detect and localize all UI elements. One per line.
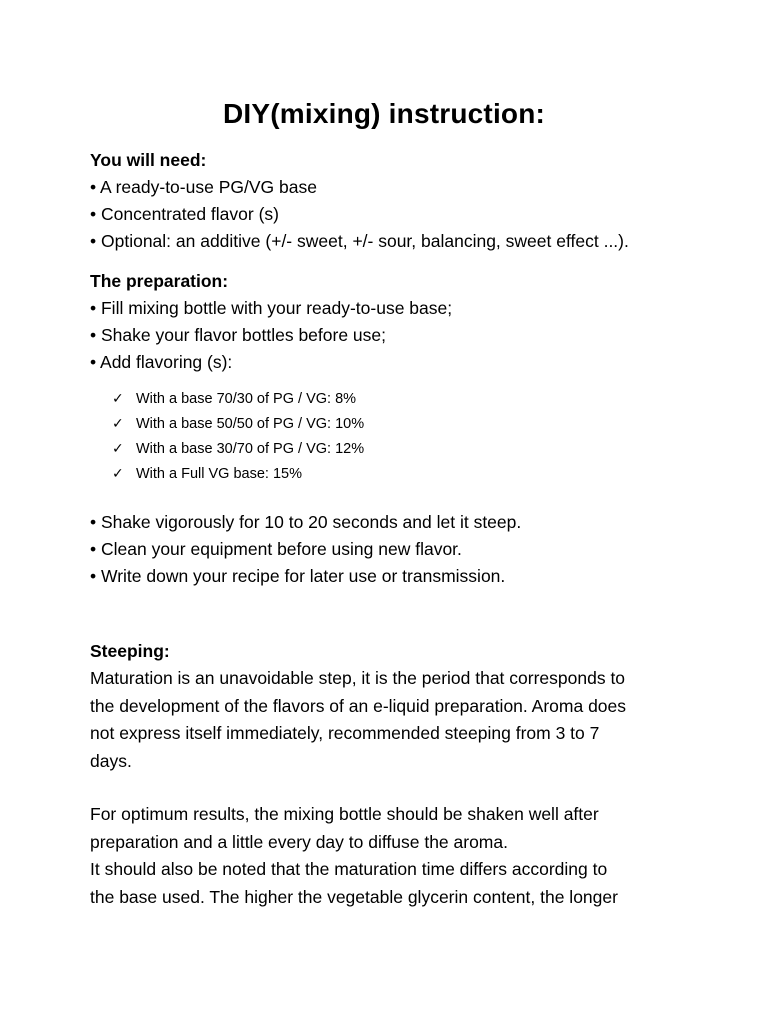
list-item: • Fill mixing bottle with your ready-to-use base; xyxy=(90,298,453,318)
paragraph-line: not express itself immediately, recommended steeping from 3 to 7 xyxy=(90,723,600,743)
steeping-paragraph-1 xyxy=(90,665,680,775)
checklist-item xyxy=(112,461,612,486)
checklist-item-label: With a base 30/70 of PG / VG: 12% xyxy=(136,441,365,457)
checklist-item-label: With a Full VG base: 15% xyxy=(136,466,303,482)
checkmark-icon: ✓ xyxy=(112,415,124,431)
list-item: • Concentrated flavor (s) xyxy=(90,204,279,224)
checklist-item xyxy=(112,386,612,411)
list-item: • Clean your equipment before using new flavor. xyxy=(90,539,462,559)
checklist-item-label: With a base 70/30 of PG / VG: 8% xyxy=(136,391,357,407)
paragraph-line: For optimum results, the mixing bottle should be shaken well after xyxy=(90,804,599,824)
steeping-paragraph-3 xyxy=(90,856,680,911)
list-item: • Write down your recipe for later use or transmission. xyxy=(90,566,506,586)
flavor-ratio-checklist xyxy=(112,386,612,486)
list-item: • A ready-to-use PG/VG base xyxy=(90,177,317,197)
steeping-heading: Steeping: xyxy=(90,641,170,661)
need-heading: You will need: xyxy=(90,150,207,170)
paragraph-line: the development of the flavors of an e-liquid preparation. Aroma does xyxy=(90,695,627,716)
list-item: • Shake your flavor bottles before use; xyxy=(90,325,387,345)
need-section xyxy=(90,147,690,255)
paragraph-line: the base used. The higher the vegetable glycerin content, the longer xyxy=(90,886,618,907)
preparation-section xyxy=(90,268,690,376)
list-item: • Add flavoring (s): xyxy=(90,352,233,372)
paragraph-line: Maturation is an unavoidable step, it is the period that corresponds to xyxy=(90,668,626,688)
steeping-heading-block xyxy=(90,638,690,665)
checklist-item xyxy=(112,436,612,461)
preparation-heading: The preparation: xyxy=(90,271,229,291)
checkmark-icon: ✓ xyxy=(112,465,124,481)
checkmark-icon: ✓ xyxy=(112,390,124,406)
steeping-paragraph-2 xyxy=(90,801,680,856)
page-title: DIY(mixing) instruction: xyxy=(222,98,546,129)
list-item: • Shake vigorously for 10 to 20 seconds and let it steep. xyxy=(90,512,522,532)
paragraph-line: It should also be noted that the maturation time differs according to xyxy=(90,859,608,879)
checklist-item-label: With a base 50/50 of PG / VG: 10% xyxy=(136,416,365,432)
checklist-item xyxy=(112,411,612,436)
checkmark-icon: ✓ xyxy=(112,440,124,456)
list-item: • Optional: an additive (+/- sweet, +/- sour, balancing, sweet effect ...). xyxy=(90,231,629,251)
paragraph-line: days. xyxy=(90,750,132,771)
paragraph-line: preparation and a little every day to diffuse the aroma. xyxy=(90,831,508,852)
preparation-followup xyxy=(90,509,690,590)
